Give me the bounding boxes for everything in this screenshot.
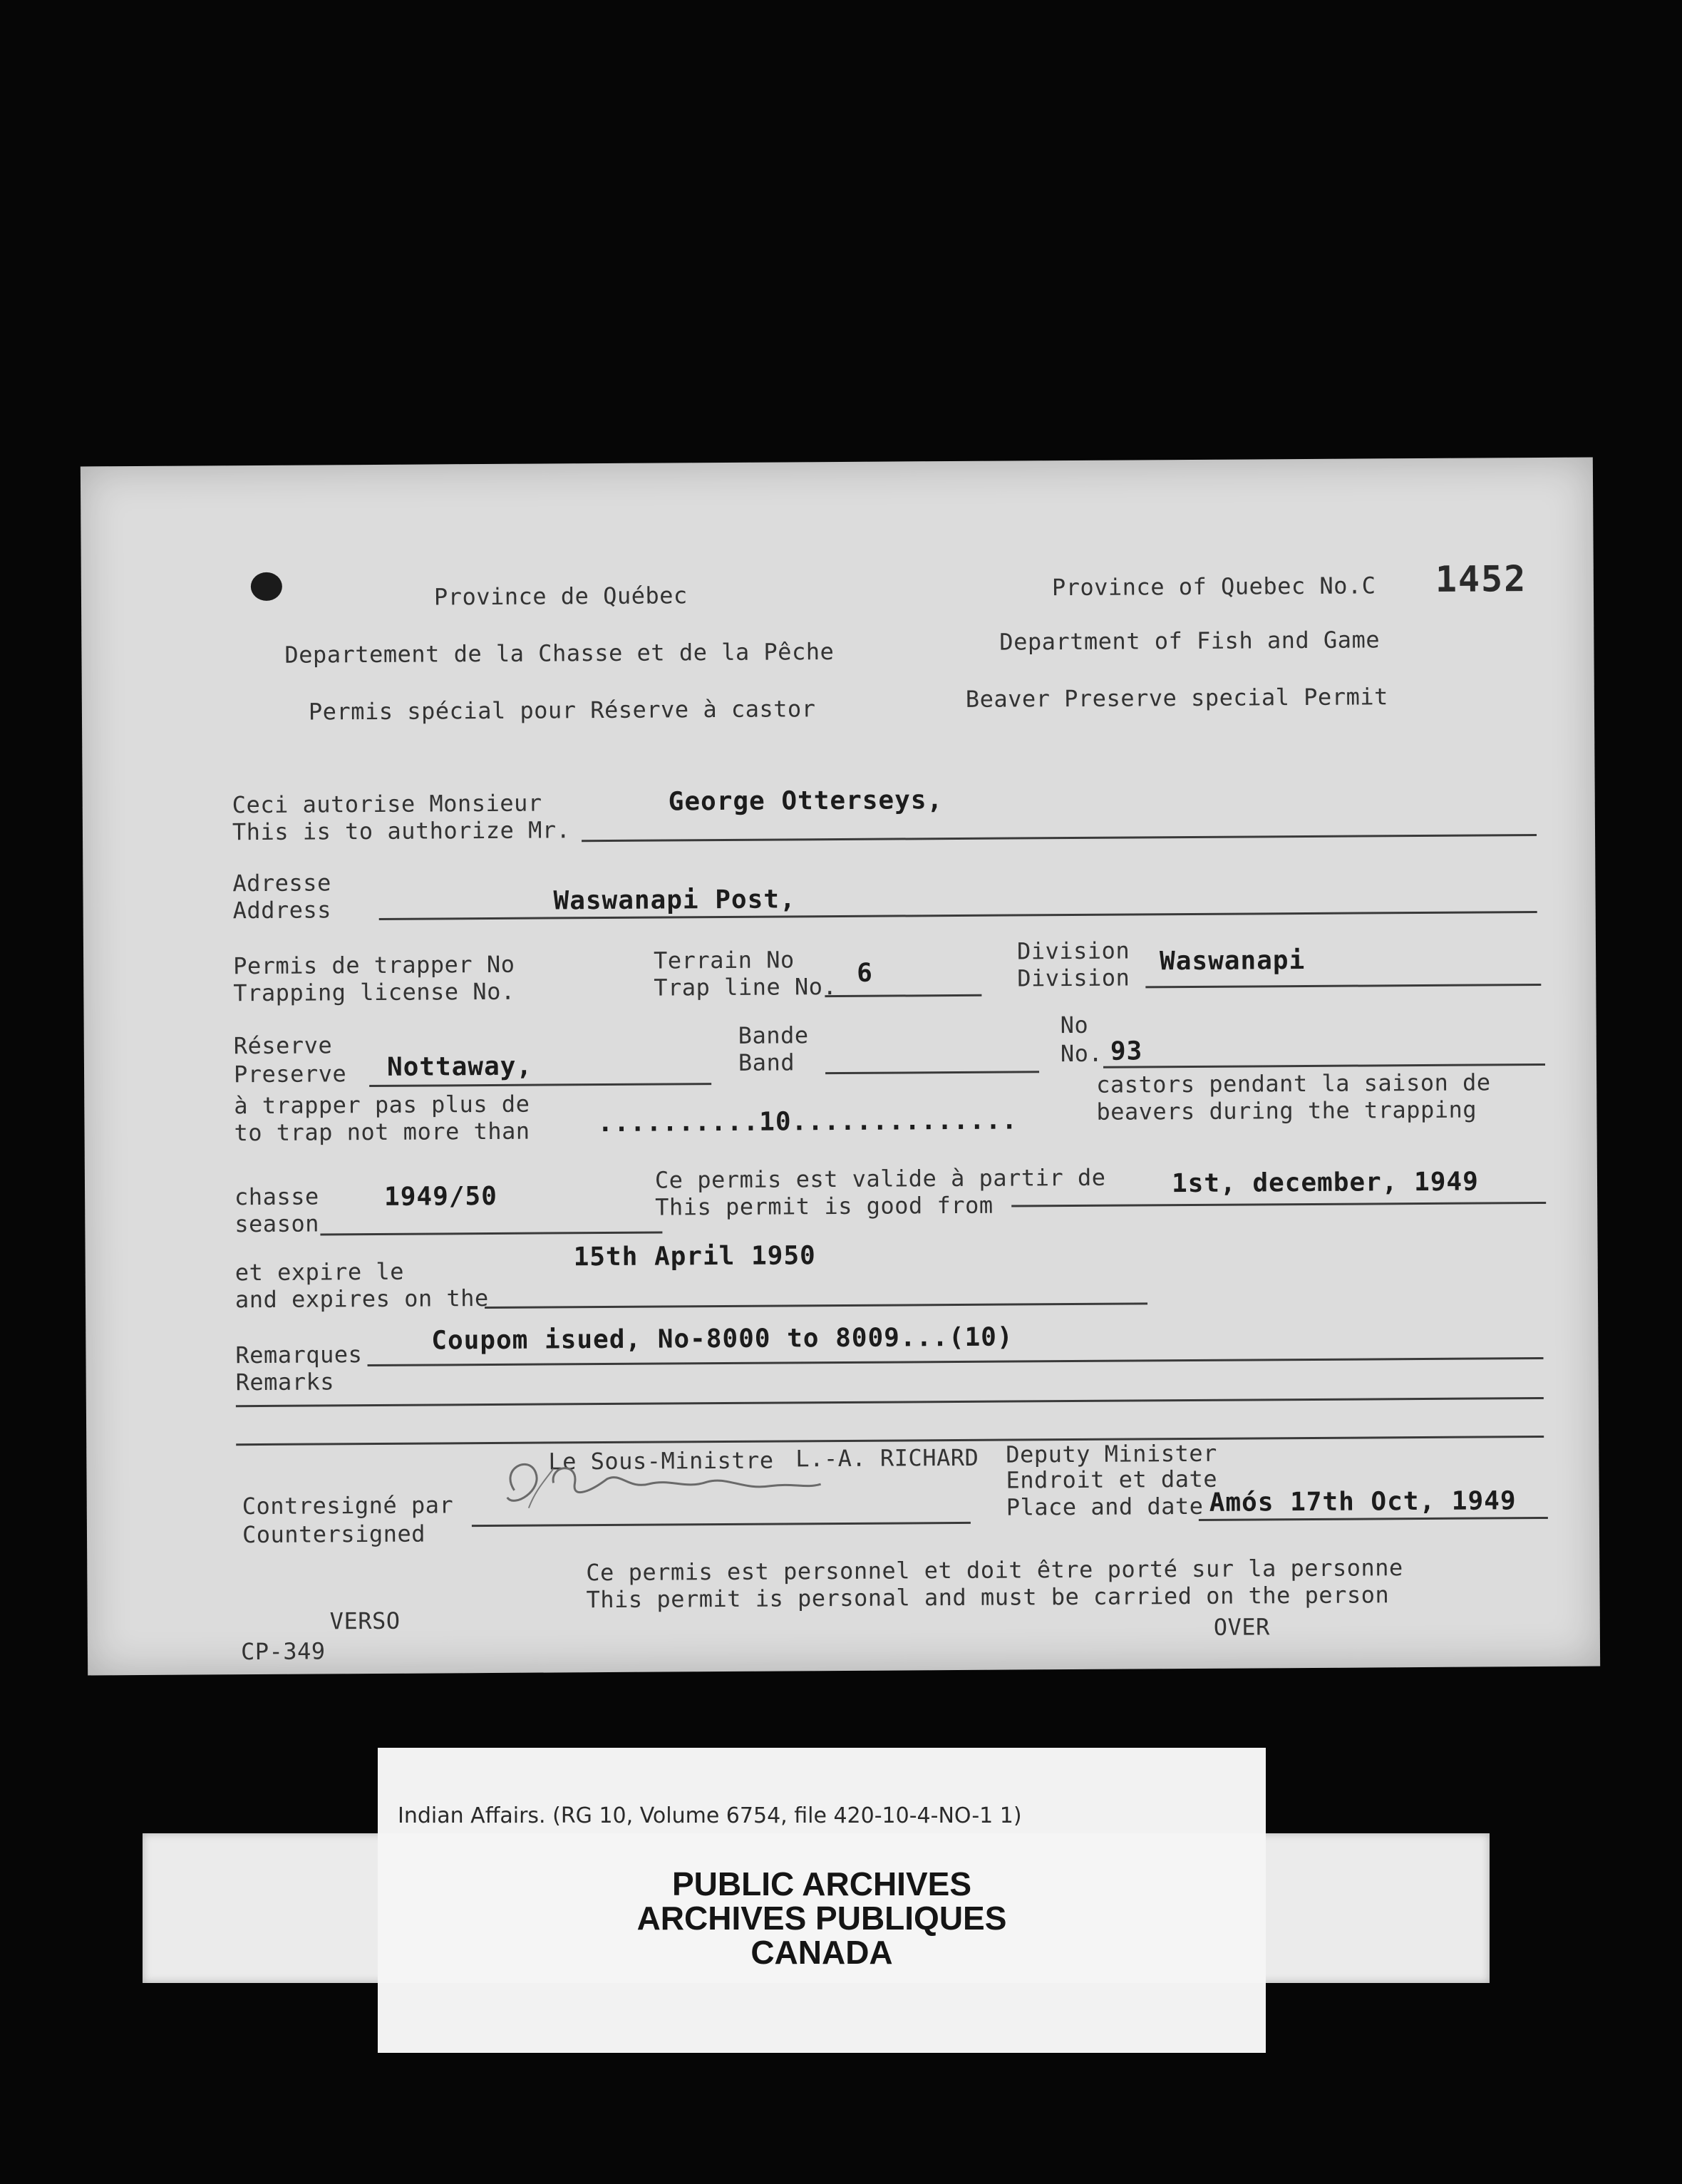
remarks-label-fr: Remarques (235, 1341, 363, 1369)
handwritten-signature (485, 1438, 885, 1519)
expires-value: 15th April 1950 (573, 1241, 816, 1272)
countersigned-label-fr: Contresigné par (242, 1491, 454, 1520)
name-value: George Otterseys, (668, 785, 944, 817)
remarks-rule-1 (368, 1357, 1544, 1366)
address-rule (379, 911, 1537, 920)
place-label-en: Place and date (1006, 1492, 1204, 1521)
department-en: Department of Fish and Game (999, 626, 1381, 656)
valid-from-rule (1011, 1202, 1546, 1207)
terrain-label-fr: Terrain No (653, 946, 795, 974)
trapline-label-en: Trap line No. (654, 973, 837, 1001)
place-label-fr: Endroit et date (1006, 1465, 1218, 1494)
archive-line-1: PUBLIC ARCHIVES (672, 1865, 971, 1902)
remarks-label-en: Remarks (235, 1368, 335, 1396)
remarks-value: Coupom isued, No-8000 to 8009...(10) (431, 1322, 1013, 1356)
expires-rule (485, 1302, 1147, 1309)
name-rule (582, 834, 1537, 842)
no-rule (1103, 1063, 1545, 1068)
band-label-en: Band (738, 1049, 795, 1076)
beaver-preserve-permit (81, 458, 1600, 1676)
trap-limit-label-en: to trap not more than (234, 1117, 530, 1147)
remarks-rule-2 (236, 1397, 1544, 1407)
address-label-en: Address (232, 896, 332, 924)
valid-label-en: This permit is good from (655, 1191, 994, 1221)
authorize-label-en: This is to authorize Mr. (232, 816, 571, 846)
reserve-label-fr: Réserve (233, 1031, 333, 1060)
beaver-limit-value: ..........10.............. (597, 1106, 1018, 1138)
band-label-fr: Bande (738, 1021, 809, 1049)
punch-hole (251, 572, 282, 601)
signature-rule (472, 1522, 971, 1527)
deputy-name: L.-A. RICHARD (795, 1443, 979, 1473)
expire-label-en: and expires on the (234, 1284, 489, 1314)
over-note: OVER (1213, 1613, 1270, 1641)
archive-reference: Indian Affairs. (RG 10, Volume 6754, file 420-10-4-NO-1 1) (398, 1803, 1022, 1828)
no-label-fr: No (1060, 1011, 1089, 1039)
address-label-fr: Adresse (232, 869, 331, 897)
trap-limit-label-fr: à trapper pas plus de (234, 1090, 530, 1120)
countersigned-label-en: Countersigned (242, 1520, 426, 1549)
valid-from-value: 1st, december, 1949 (1171, 1167, 1479, 1199)
personal-notice-en: This permit is personal and must be carried on the person (586, 1581, 1390, 1614)
place-date-rule (1199, 1517, 1548, 1521)
province-fr: Province de Québec (433, 582, 688, 611)
season-value: 1949/50 (383, 1181, 497, 1212)
archive-line-2: ARCHIVES PUBLIQUES (636, 1900, 1007, 1937)
place-date-value: Amós 17th Oct, 1949 (1209, 1486, 1517, 1518)
division-value: Waswanapi (1159, 946, 1306, 977)
trapline-rule (825, 994, 981, 997)
permit-type-en: Beaver Preserve special Permit (965, 683, 1388, 713)
department-fr: Departement de la Chasse et de la Pêche (284, 638, 835, 669)
beavers-label-en: beavers during the trapping (1096, 1096, 1477, 1126)
personal-notice-fr: Ce permis est personnel et doit être porté sur la personne (586, 1554, 1403, 1587)
band-no-value: 93 (1110, 1036, 1143, 1066)
archive-line-3: CANADA (750, 1934, 893, 1971)
preserve-rule (369, 1083, 711, 1087)
trapline-value: 6 (857, 958, 874, 988)
permit-type-fr: Permis spécial pour Réserve à castor (308, 695, 816, 726)
no-label-en: No. (1060, 1039, 1103, 1068)
verso-note: VERSO (329, 1607, 401, 1635)
serial-number: 1452 (1435, 558, 1527, 600)
authorize-label-fr: Ceci autorise Monsieur (232, 789, 542, 819)
address-value: Waswanapi Post, (553, 885, 796, 916)
season-label-en: season (234, 1210, 320, 1238)
deputy-prefix: Le Sous-Ministre (548, 1446, 774, 1475)
form-number: CP-349 (240, 1637, 326, 1666)
band-rule (825, 1071, 1039, 1074)
expire-label-fr: et expire le (234, 1257, 405, 1287)
trapper-label-en: Trapping license No. (233, 977, 515, 1007)
season-rule (320, 1232, 662, 1236)
serial-prefix: Province of Quebec No.C (1051, 572, 1376, 602)
reserve-label-en: Preserve (233, 1060, 347, 1088)
deputy-title: Deputy Minister (1006, 1439, 1217, 1468)
trapper-label-fr: Permis de trapper No (233, 950, 515, 980)
division-label-en: Division (1017, 964, 1130, 992)
preserve-value: Nottaway, (386, 1051, 533, 1082)
division-rule (1145, 984, 1541, 988)
chasse-label-fr: chasse (234, 1183, 319, 1211)
division-label-fr: Division (1016, 937, 1130, 965)
castors-label-fr: castors pendant la saison de (1096, 1068, 1491, 1098)
valid-label-fr: Ce permis est valide à partir de (654, 1163, 1106, 1194)
